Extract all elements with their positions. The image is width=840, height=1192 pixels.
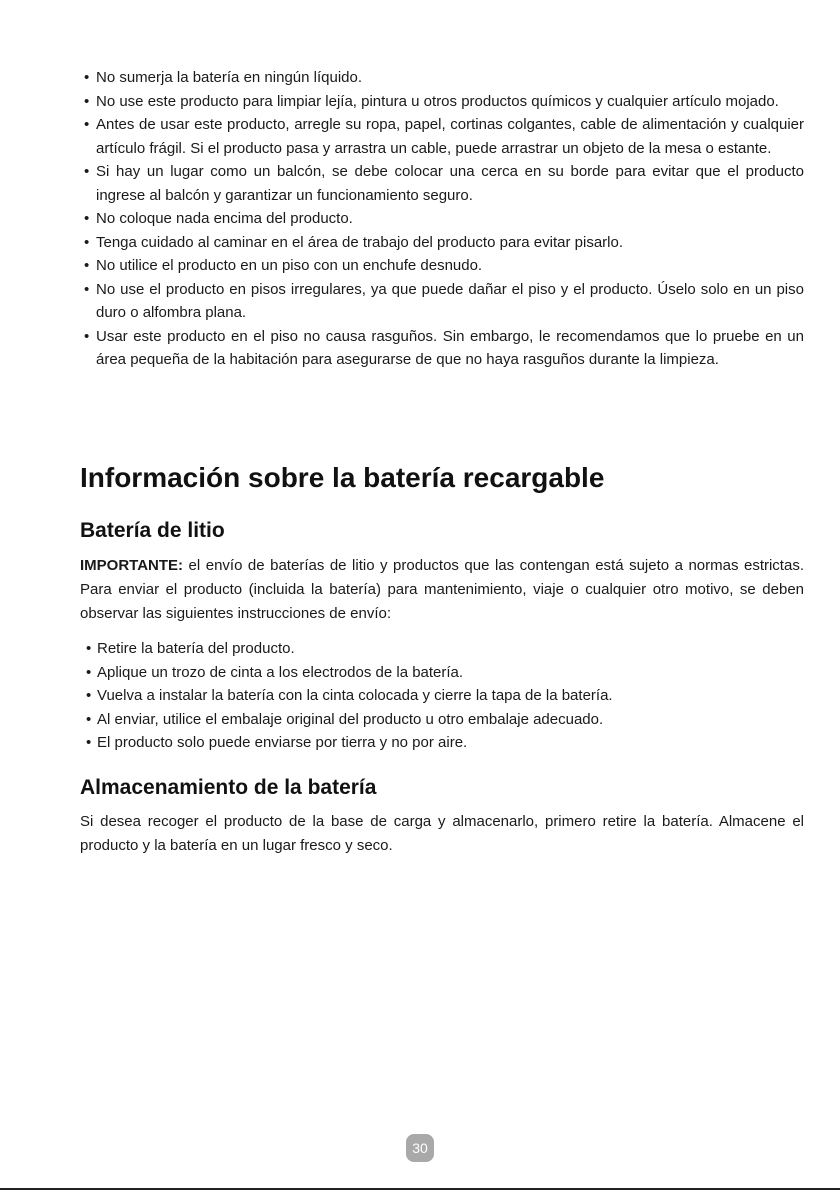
list-item: • No use este producto para limpiar lejía, pintura u otros productos químicos y cualquier artículo mojado. (80, 90, 804, 114)
shipping-instructions-list (84, 637, 804, 755)
list-item: • No use el producto en pisos irregulares, ya que puede dañar el piso y el producto. Úselo solo en un piso duro o alfombra plana. (80, 278, 804, 325)
list-item: • Si hay un lugar como un balcón, se debe colocar una cerca en su borde para evitar que el producto ingrese al balcón y garantizar un funcionamiento seguro. (80, 160, 804, 207)
list-item: • Usar este producto en el piso no causa rasguños. Sin embargo, le recomendamos que lo pruebe en un área pequeña de la habitación para asegurarse de que no haya rasguños durante la limpieza. (80, 325, 804, 372)
list-item: • El producto solo puede enviarse por tierra y no por aire. (84, 731, 804, 755)
page-number-badge: 30 (406, 1134, 434, 1162)
list-item: • No sumerja la batería en ningún líquido. (80, 66, 804, 90)
list-item: • Tenga cuidado al caminar en el área de trabajo del producto para evitar pisarlo. (80, 231, 804, 255)
list-item: • Vuelva a instalar la batería con la cinta colocada y cierre la tapa de la batería. (84, 684, 804, 708)
section-heading: Información sobre la batería recargable (80, 462, 605, 493)
safety-warnings-list (80, 66, 804, 372)
storage-paragraph: Si desea recoger el producto de la base de carga y almacenarlo, primero retire la batería. Almacene el producto y la batería en un lugar fresco y seco. (80, 813, 804, 854)
important-paragraph (80, 554, 804, 626)
list-item: • No coloque nada encima del producto. (80, 207, 804, 231)
list-item: • Retire la batería del producto. (84, 637, 804, 661)
bottom-divider (0, 1188, 840, 1190)
important-text: el envío de baterías de litio y productos que las contengan está sujeto a normas estrictas. Para enviar el producto (incluida la batería) para mantenimiento, viaje o cualquier otro motivo, se deben observar las siguientes instrucciones de envío: (80, 557, 804, 622)
list-item: • Antes de usar este producto, arregle su ropa, papel, cortinas colgantes, cable de alimentación y cualquier artículo frágil. Si el producto pasa y arrastra un cable, puede arrastrar un objeto de la mesa o estante. (80, 113, 804, 160)
battery-storage-heading: Almacenamiento de la batería (80, 776, 377, 799)
lithium-battery-heading: Batería de litio (80, 519, 225, 542)
important-label: IMPORTANTE: (80, 557, 184, 574)
list-item: • No utilice el producto en un piso con un enchufe desnudo. (80, 254, 804, 278)
list-item: • Al enviar, utilice el embalaje original del producto u otro embalaje adecuado. (84, 708, 804, 732)
list-item: • Aplique un trozo de cinta a los electrodos de la batería. (84, 661, 804, 685)
